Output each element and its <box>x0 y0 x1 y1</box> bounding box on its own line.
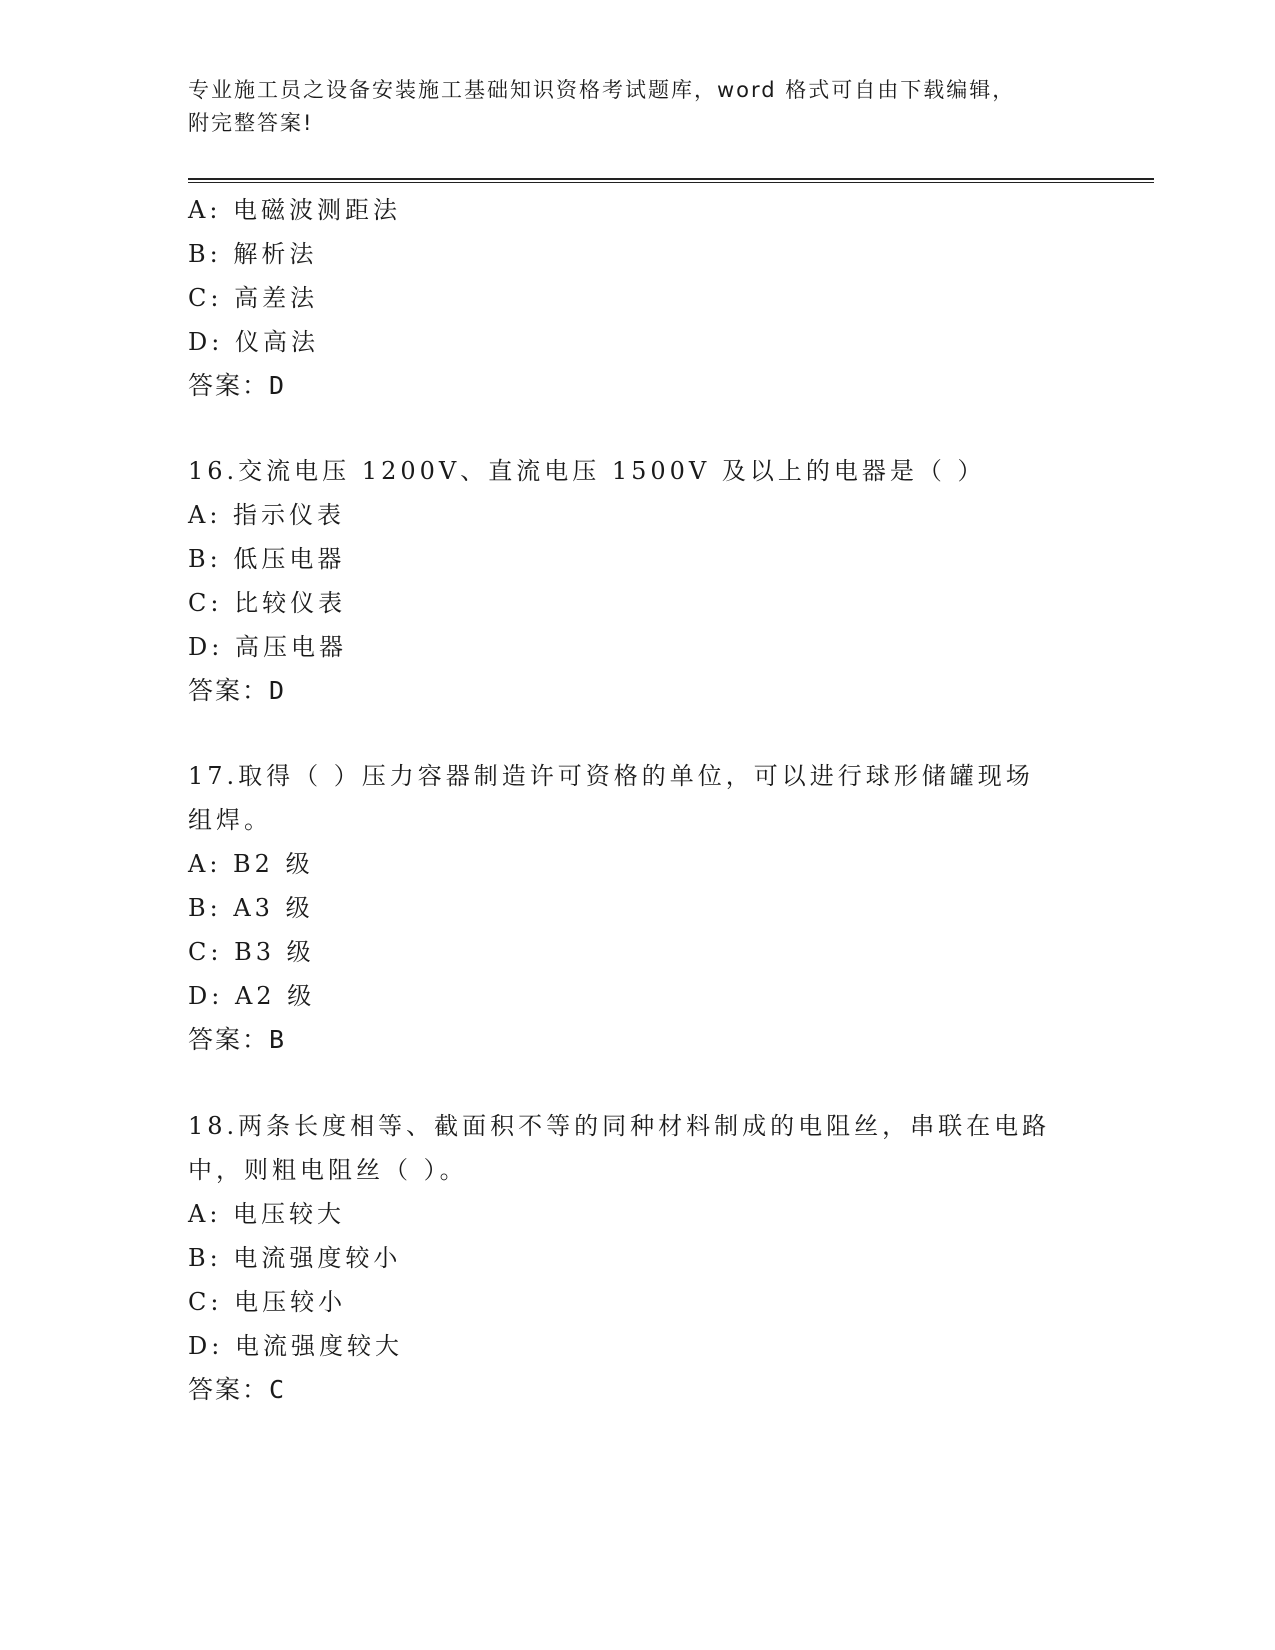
q17-option-b: B: A3 级 <box>188 894 314 922</box>
q18-question-line-2: 中，则粗电阻丝（ ）。 <box>188 1156 468 1184</box>
q17-answer <box>188 1024 286 1056</box>
q16-option-d: D: 高压电器 <box>188 633 347 661</box>
q18-option-a: A: 电压较大 <box>188 1200 346 1228</box>
answer-value: D <box>269 371 287 400</box>
header-line-1: 专业施工员之设备安装施工基础知识资格考试题库，word 格式可自由下载编辑， <box>188 78 1016 102</box>
q15-option-a: A: 电磁波测距法 <box>188 196 402 224</box>
answer-value: C <box>269 1375 287 1404</box>
q16-option-a: A: 指示仪表 <box>188 501 346 529</box>
q17-question-line-1: 17.取得（ ）压力容器制造许可资格的单位，可以进行球形储罐现场 <box>188 762 1034 790</box>
q15-option-b: B: 解析法 <box>188 240 318 268</box>
answer-label: 答案： <box>188 1025 270 1054</box>
q18-question-line-1: 18.两条长度相等、截面积不等的同种材料制成的电阻丝，串联在电路 <box>188 1112 1051 1140</box>
answer-value: D <box>269 676 287 705</box>
q16-answer <box>188 675 286 707</box>
q16-question: 16.交流电压 1200V、直流电压 1500V 及以上的电器是（ ） <box>188 457 986 485</box>
q17-option-c: C: B3 级 <box>188 938 315 966</box>
q15-answer <box>188 370 286 402</box>
document-header <box>188 74 1068 140</box>
q16-option-c: C: 比较仪表 <box>188 589 347 617</box>
header-line-2: 附完整答案! <box>188 111 314 135</box>
q15-option-d: D: 仪高法 <box>188 328 319 356</box>
answer-label: 答案： <box>188 676 270 705</box>
q18-option-b: B: 电流强度较小 <box>188 1244 402 1272</box>
answer-value: B <box>269 1025 287 1054</box>
answer-label: 答案： <box>188 1375 270 1404</box>
q15-option-c: C: 高差法 <box>188 284 319 312</box>
q17-option-d: D: A2 级 <box>188 982 316 1010</box>
q17-question-line-2: 组焊。 <box>188 806 272 834</box>
q17-option-a: A: B2 级 <box>188 850 314 878</box>
q18-option-d: D: 电流强度较大 <box>188 1332 403 1360</box>
answer-label: 答案： <box>188 371 270 400</box>
q18-option-c: C: 电压较小 <box>188 1288 347 1316</box>
q16-option-b: B: 低压电器 <box>188 545 346 573</box>
q18-answer <box>188 1374 286 1406</box>
header-divider <box>188 178 1154 183</box>
